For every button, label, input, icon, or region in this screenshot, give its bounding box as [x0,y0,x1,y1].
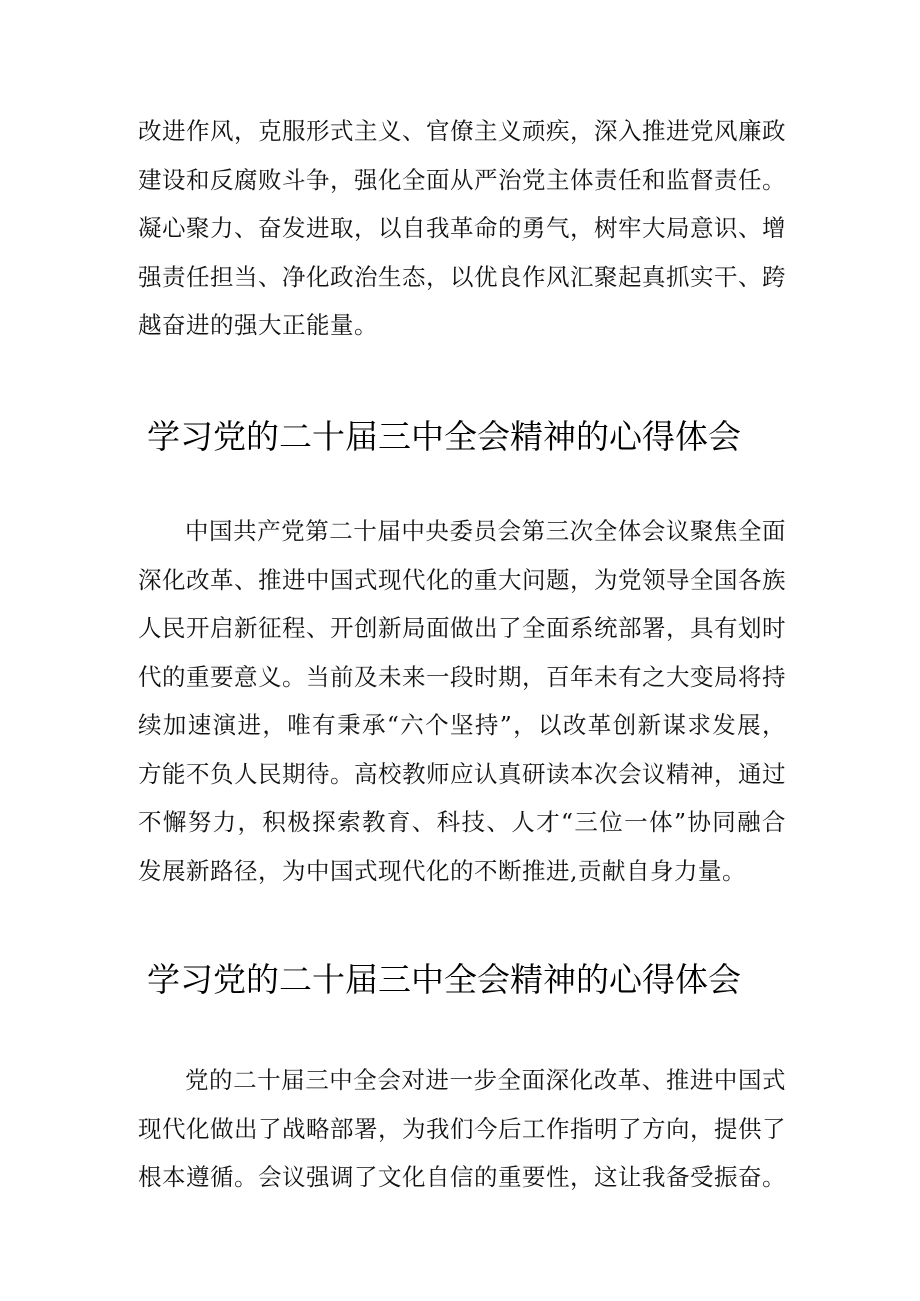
section-title: 学习党的二十届三中全会精神的心得体会 [147,960,741,999]
paragraph-continued: 改进作风，克服形式主义、官僚主义顽疾，深入推进党风廉政建设和反腐败斗争，强化全面从严治党主体责任和监督责任。凝心聚力、奋发进取，以自我革命的勇气，树牢大局意识、增强责任担当、净化政治生态，以优良作风汇聚起真抓实干、跨越奋进的强大正能量。 [138,117,786,339]
section-paragraph: 党的二十届三中全会对进一步全面深化改革、推进中国式现代化做出了战略部署，为我们今后工作指明了方向，提供了根本遵循。会议强调了文化自信的重要性，这让我备受振奋。 [138,1066,786,1191]
section-title: 学习党的二十届三中全会精神的心得体会 [147,417,741,456]
section-paragraph: 中国共产党第二十届中央委员会第三次全体会议聚焦全面深化改革、推进中国式现代化的重大问题，为党领导全国各族人民开启新征程、开创新局面做出了全面系统部署，具有划时代的重要意义。当前及未来一段时期，百年未有之大变局将持续加速演进，唯有秉承“六个坚持”，以改革创新谋求发展，方能不负人民期待。高校教师应认真研读本次会议精神，通过不懈努力，积极探索教育、科技、人才“三位一体”协同融合发展新路径，为中国式现代化的不断推进,贡献自身力量。 [138,517,786,885]
